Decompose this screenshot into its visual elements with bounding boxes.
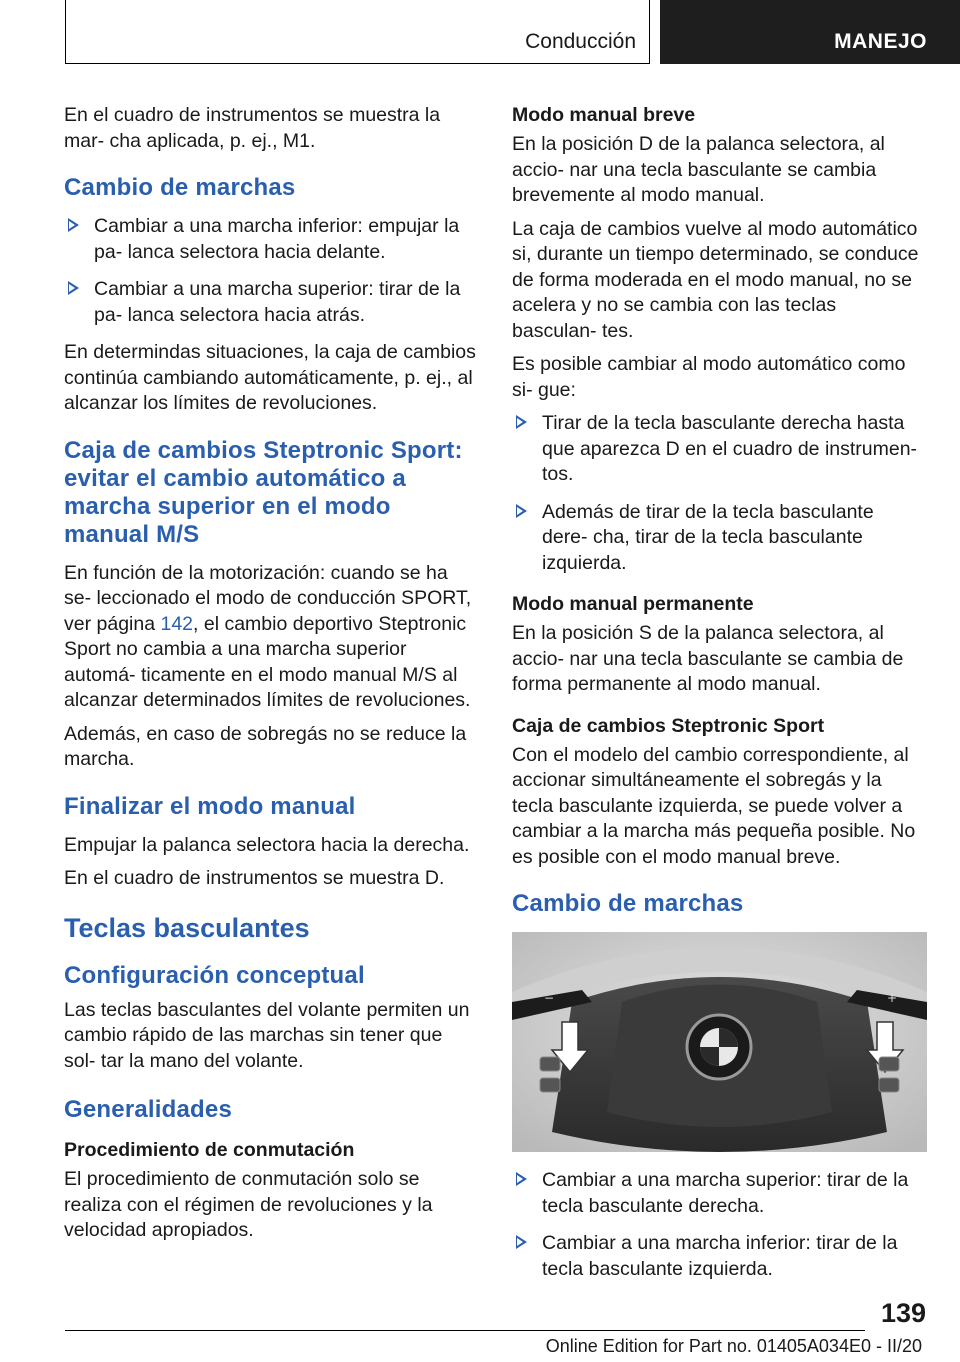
heading-configuracion: Configuración conceptual	[64, 961, 365, 989]
config-paragraph: Las teclas basculantes del volante permiten un cambio rápido de las marchas sin tener que sol- tar la mano del volante.	[64, 998, 470, 1072]
svg-text:−: −	[544, 991, 555, 1005]
list-item: Cambiar a una marcha inferior: tirar de la tecla basculante izquierda.	[512, 1231, 924, 1282]
list-item: Cambiar a una marcha superior: tirar de la pa- lanca selectora hacia atrás.	[64, 277, 476, 328]
heading-teclas-basculantes: Teclas basculantes	[64, 912, 310, 943]
sobregas-paragraph: Además, en caso de sobregás no se reduce la marcha.	[64, 722, 467, 770]
heading-steptronic: Caja de cambios Steptronic Sport: evitar el cambio automático a marcha superior en el modo manual M/S	[64, 436, 463, 548]
heading-procedimiento: Procedimiento de conmutación	[64, 1139, 355, 1161]
function-paragraph: En función de la motorización: cuando se ha se- leccionado el modo de conducción SPORT, ver página 142, el cambio deportivo Steptronic Sport no cambia a una marcha superior automá- ticamente en el modo manual M/S al alcanzar determinados límites de revoluciones.	[64, 561, 472, 711]
procedure-paragraph: El procedimiento de conmutación solo se realiza con el régimen de revoluciones y la velocidad apropiados.	[64, 1168, 433, 1241]
header-separator	[649, 0, 650, 64]
bullet-triangle-icon	[516, 504, 527, 518]
bullet-triangle-icon	[68, 281, 79, 295]
footer-edition: Online Edition for Part no. 01405A034E0 - II/20	[545, 1336, 922, 1356]
return-auto-paragraph: La caja de cambios vuelve al modo automático si, durante un tiempo determinado, se conduce de forma moderada en el modo manual, no se acelera y no se cambia con las teclas basculan- tes.	[512, 217, 919, 342]
list-item: Cambiar a una marcha inferior: empujar la pa- lanca selectora hacia delante.	[64, 214, 476, 265]
push-lever-paragraph: Empujar la palanca selectora hacia la derecha.	[64, 833, 470, 856]
chapter-tab-label: MANEJO	[834, 30, 927, 53]
heading-modo-manual-breve: Modo manual breve	[512, 104, 696, 126]
possible-paragraph: Es posible cambiar al modo automático como si- gue:	[512, 353, 906, 401]
heading-finalizar: Finalizar el modo manual	[64, 792, 356, 820]
header-bottom-rule	[65, 63, 650, 64]
footer-rule	[65, 1330, 865, 1331]
left-column	[64, 103, 476, 1252]
brief-mode-paragraph: En la posición D de la palanca selectora, al accio- nar una tecla basculante se cambia brevemente al modo manual.	[512, 133, 885, 206]
header-left-rule	[65, 0, 66, 64]
permanent-mode-paragraph: En la posición S de la palanca selectora, al accio- nar una tecla basculante se cambia de forma permanente al modo manual.	[512, 622, 904, 695]
heading-generalidades: Generalidades	[64, 1096, 233, 1123]
bullet-triangle-icon	[516, 1172, 527, 1186]
steering-wheel-paddles-image	[512, 932, 927, 1152]
right-column	[512, 103, 924, 1294]
display-d-paragraph: En el cuadro de instrumentos se muestra D.	[64, 867, 445, 889]
sport-gearbox-paragraph: Con el modelo del cambio correspondiente, al accionar simultáneamente el sobregás y la tecla basculante izquierda, se puede volver a cambiar a la marcha más pequeña posible. No es posible con el modo manual breve.	[512, 743, 916, 868]
return-auto-list	[512, 411, 924, 576]
intro-paragraph: En el cuadro de instrumentos se muestra la mar- cha aplicada, p. ej., M1.	[64, 104, 441, 152]
gear-change-list	[64, 214, 476, 328]
heading-caja-sport: Caja de cambios Steptronic Sport	[512, 714, 825, 737]
heading-cambio-de-marchas: Cambio de marchas	[64, 174, 296, 201]
list-item: Además de tirar de la tecla basculante dere- cha, tirar de la tecla basculante izquierda.	[512, 500, 924, 577]
list-item: Cambiar a una marcha superior: tirar de la tecla basculante derecha.	[512, 1168, 924, 1219]
bullet-triangle-icon	[516, 415, 527, 429]
list-item: Tirar de la tecla basculante derecha hasta que aparezca D en el cuadro de instrumen- tos.	[512, 411, 924, 488]
situations-paragraph: En determindas situaciones, la caja de cambios continúa cambiando automáticamente, p. ej., al alcanzar los límites de revoluciones.	[64, 341, 476, 414]
page-link[interactable]: 142	[160, 612, 194, 635]
heading-cambio-de-marchas-2: Cambio de marchas	[512, 890, 744, 917]
page-number: 139	[880, 1298, 926, 1328]
bullet-triangle-icon	[516, 1235, 527, 1249]
chapter-tab	[660, 0, 960, 64]
heading-modo-manual-permanente: Modo manual permanente	[512, 593, 754, 615]
svg-text:+: +	[887, 991, 898, 1005]
bullet-triangle-icon	[68, 218, 79, 232]
paddle-list	[512, 1168, 924, 1282]
section-title: Conducción	[525, 30, 636, 53]
